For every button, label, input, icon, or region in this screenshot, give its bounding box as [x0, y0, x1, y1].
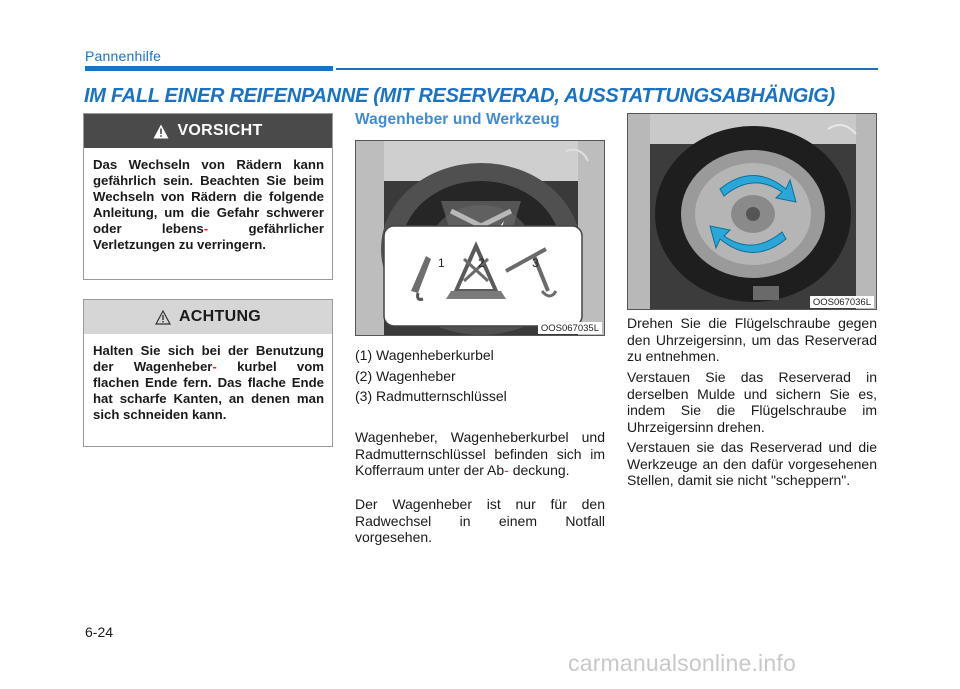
spare-wheel-illustration	[628, 114, 877, 310]
watermark: carmanualsonline.info	[568, 650, 796, 676]
achtung-text: Halten Sie sich bei der Benutzung der Wagenheber- kurbel vom flachen Ende fern. Das flache Ende hat scharfe Kanten, an denen man sich schneiden kann.	[93, 343, 325, 422]
tools-paragraph-2: Der Wagenheber ist nur für den Radwechsel in einem Notfall vorgesehen.	[355, 496, 605, 546]
list-item: (2) Wagenheber	[355, 367, 456, 384]
tools-list	[355, 345, 507, 407]
vorsicht-label: VORSICHT	[177, 122, 263, 139]
page-title: IM FALL EINER REIFENPANNE (MIT RESERVERAD, AUSSTATTUNGSABHÄNGIG)	[84, 85, 835, 107]
list-item: (1) Wagenheberkurbel	[355, 347, 494, 363]
section-label: Pannenhilfe	[85, 48, 162, 64]
callout-1: 1	[438, 256, 445, 270]
spare-image-code: OOS067036L	[810, 296, 874, 308]
page-number: 6-24	[85, 624, 114, 640]
achtung-box	[83, 299, 333, 447]
achtung-label: ACHTUNG	[178, 308, 262, 325]
tools-photo	[355, 140, 605, 336]
spare-paragraph-3: Verstauen sie das Reserverad und die Werkzeuge an den dafür vorgesehenen Stellen, damit sie nicht "scheppern".	[627, 439, 877, 489]
tools-illustration	[356, 141, 605, 336]
vorsicht-box	[83, 113, 333, 280]
tools-paragraph-1: Wagenheber, Wagenheberkurbel und Radmutternschlüssel befinden sich im Kofferraum unter der Ab- deckung.	[355, 429, 605, 479]
vorsicht-header	[84, 114, 332, 148]
header-rule-thick	[85, 66, 333, 71]
spare-wheel-photo	[627, 113, 877, 310]
list-item: (3) Radmutternschlüssel	[355, 388, 507, 404]
warning-icon	[153, 124, 169, 139]
spare-paragraph-1: Drehen Sie die Flügelschraube gegen den Uhrzeigersinn, um das Reserverad zu entnehmen.	[627, 315, 877, 365]
callout-3: 3	[532, 256, 539, 270]
tools-subtitle: Wagenheber und Werkzeug	[355, 111, 560, 128]
vorsicht-text: Das Wechseln von Rädern kann gefährlich sein. Beachten Sie beim Wechseln von Rädern die folgende Anleitung, um die Gefahr schwerer oder lebens- gefährlicher Verletzungen zu verringern.	[93, 157, 324, 252]
warning-outline-icon	[155, 310, 171, 325]
callout-2: 2	[478, 256, 485, 270]
achtung-header	[84, 300, 332, 334]
spare-paragraph-2: Verstauen Sie das Reserverad in derselben Mulde und sichern Sie es, indem Sie die Flügelschraube im Uhrzeigersinn drehen.	[627, 369, 877, 435]
header-rule-thin	[336, 68, 878, 70]
tools-image-code: OOS067035L	[538, 322, 602, 334]
